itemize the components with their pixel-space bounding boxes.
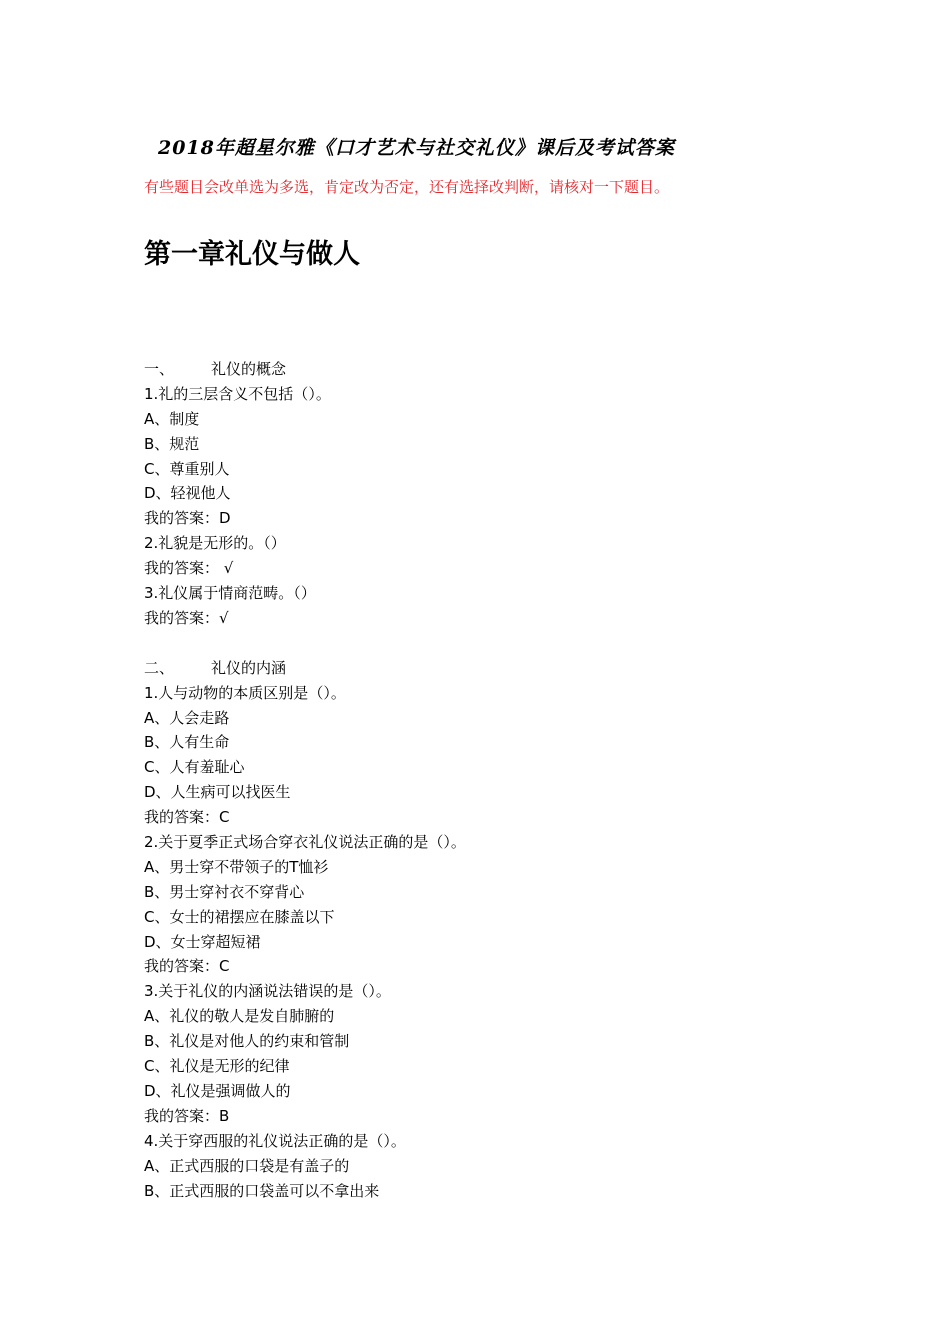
answer-option: C、人有羞耻心: [144, 758, 245, 777]
answer-option: C、女士的裙摆应在膝盖以下: [144, 907, 335, 926]
notice-text: 有些题目会改单选为多选，肯定改为否定，还有选择改判断，请核对一下题目。: [144, 178, 670, 196]
section-heading: [144, 357, 844, 382]
answer-option: C、礼仪是无形的纪律: [144, 1057, 290, 1076]
answer-option: B、规范: [144, 434, 200, 453]
answer-option: D、轻视他人: [144, 484, 231, 503]
section-connotation: [144, 656, 844, 1204]
my-answer: 我的答案：C: [144, 957, 230, 976]
answer-option: A、制度: [144, 409, 200, 428]
answer-option: D、礼仪是强调做人的: [144, 1081, 291, 1100]
questions-content: [144, 357, 844, 1203]
question-text: 4.关于穿西服的礼仪说法正确的是（）。: [144, 1131, 406, 1150]
section-heading: [144, 656, 844, 681]
section-number: 一、: [144, 360, 175, 378]
my-answer: 我的答案：B: [144, 1106, 230, 1125]
answer-option: D、人生病可以找医生: [144, 783, 291, 802]
question-text: 1.礼的三层含义不包括（）。: [144, 384, 331, 403]
document-title: 2018年超星尔雅《口才艺术与社交礼仪》课后及考试答案: [158, 137, 675, 159]
my-answer: 我的答案：D: [144, 509, 231, 528]
answer-option: D、女士穿超短裙: [144, 932, 261, 951]
question-text: 1.人与动物的本质区别是（）。: [144, 683, 346, 702]
answer-option: B、男士穿衬衣不穿背心: [144, 882, 305, 901]
answer-option: B、正式西服的口袋盖可以不拿出来: [144, 1181, 380, 1200]
my-answer: 我的答案： √: [144, 559, 234, 578]
my-answer: 我的答案：√: [144, 608, 229, 627]
answer-option: C、尊重别人: [144, 459, 230, 478]
question-text: 3.礼仪属于情商范畴。（）: [144, 584, 316, 603]
chapter-title: 第一章礼仪与做人: [144, 239, 360, 270]
answer-option: A、人会走路: [144, 708, 230, 727]
section-title: 礼仪的内涵: [211, 658, 287, 677]
answer-option: A、正式西服的口袋是有盖子的: [144, 1156, 350, 1175]
section-title: 礼仪的概念: [211, 360, 287, 378]
section-concept: [144, 357, 844, 631]
my-answer: 我的答案：C: [144, 808, 230, 827]
answer-option: B、礼仪是对他人的约束和管制: [144, 1032, 350, 1051]
question-text: 2.关于夏季正式场合穿衣礼仪说法正确的是（）。: [144, 833, 466, 852]
question-text: 3.关于礼仪的内涵说法错误的是（）。: [144, 982, 391, 1001]
section-number: 二、: [144, 658, 175, 677]
answer-option: B、人有生命: [144, 733, 230, 752]
answer-option: A、男士穿不带领子的T恤衫: [144, 857, 329, 876]
answer-option: A、礼仪的敬人是发自肺腑的: [144, 1007, 335, 1026]
question-text: 2.礼貌是无形的。（）: [144, 534, 286, 553]
